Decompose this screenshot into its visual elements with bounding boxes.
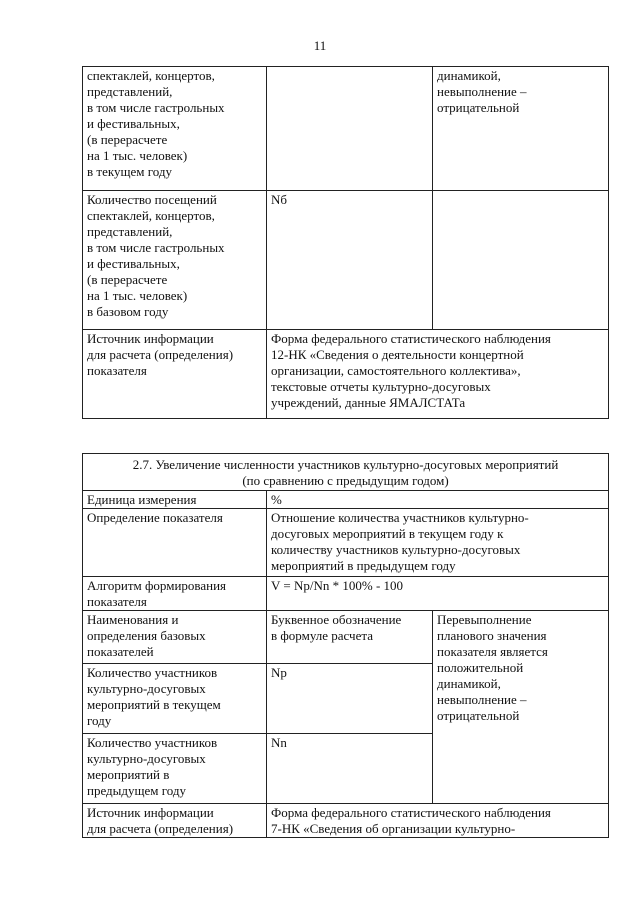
table-title-row [83, 454, 609, 491]
unit-label-cell: Единица измерения [83, 491, 267, 509]
indicator-table-2-7 [82, 453, 609, 838]
table-title: 2.7. Увеличение численности участников культурно-досуговых мероприятий (по сравнению с предыдущим годом) [83, 454, 609, 491]
algorithm-label-cell: Алгоритм формирования показателя [83, 577, 267, 611]
indicator-name-cell: Количество посещений спектаклей, концертов, представлений, в том числе гастрольных и фестивальных, (в перерасчете на 1 тыс. человек) в базовом году [83, 191, 267, 330]
indicator-table-continued [82, 66, 609, 419]
base-indicators-label-cell: Наименования и определения базовых показателей [83, 611, 267, 664]
algorithm-formula-cell: V = Np/Nn * 100% - 100 [267, 577, 609, 611]
table-row [83, 191, 609, 330]
table-row [83, 67, 609, 191]
current-year-label-cell: Количество участников культурно-досуговых мероприятий в текущем году [83, 664, 267, 734]
source-value-cell: Форма федерального статистического наблюдения 7-НК «Сведения об организации культурно- [267, 804, 609, 838]
table-row [83, 491, 609, 509]
table-row [83, 804, 609, 838]
table-row [83, 611, 609, 664]
table-row [83, 509, 609, 577]
note-cell: динамикой, невыполнение – отрицательной [433, 67, 609, 191]
note-cell: Перевыполнение планового значения показателя является положительной динамикой, невыполнение – отрицательной [433, 611, 609, 804]
symbol-cell: Nб [267, 191, 433, 330]
symbol-header-cell: Буквенное обозначение в формуле расчета [267, 611, 433, 664]
source-label-cell: Источник информации для расчета (определения) показателя [83, 330, 267, 419]
table-row [83, 330, 609, 419]
source-value-cell: Форма федерального статистического наблюдения 12-НК «Сведения о деятельности концертной организации, самостоятельного коллектива», текстовые отчеты культурно-досуговых учреждений, данные ЯМАЛСТАТа [267, 330, 609, 419]
symbol-cell [267, 67, 433, 191]
table-row [83, 577, 609, 611]
source-label-cell: Источник информации для расчета (определения) [83, 804, 267, 838]
page-number: 11 [313, 38, 327, 53]
current-year-symbol-cell: Np [267, 664, 433, 734]
previous-year-label-cell: Количество участников культурно-досуговых мероприятий в предыдущем году [83, 734, 267, 804]
indicator-name-cell: спектаклей, концертов, представлений, в том числе гастрольных и фестивальных, (в перерасчете на 1 тыс. человек) в текущем году [83, 67, 267, 191]
previous-year-symbol-cell: Nn [267, 734, 433, 804]
definition-label-cell: Определение показателя [83, 509, 267, 577]
definition-value-cell: Отношение количества участников культурно- досуговых мероприятий в текущем году к количеству участников культурно-досуговых мероприятий в предыдущем году [267, 509, 609, 577]
unit-value-cell: % [267, 491, 609, 509]
note-cell [433, 191, 609, 330]
